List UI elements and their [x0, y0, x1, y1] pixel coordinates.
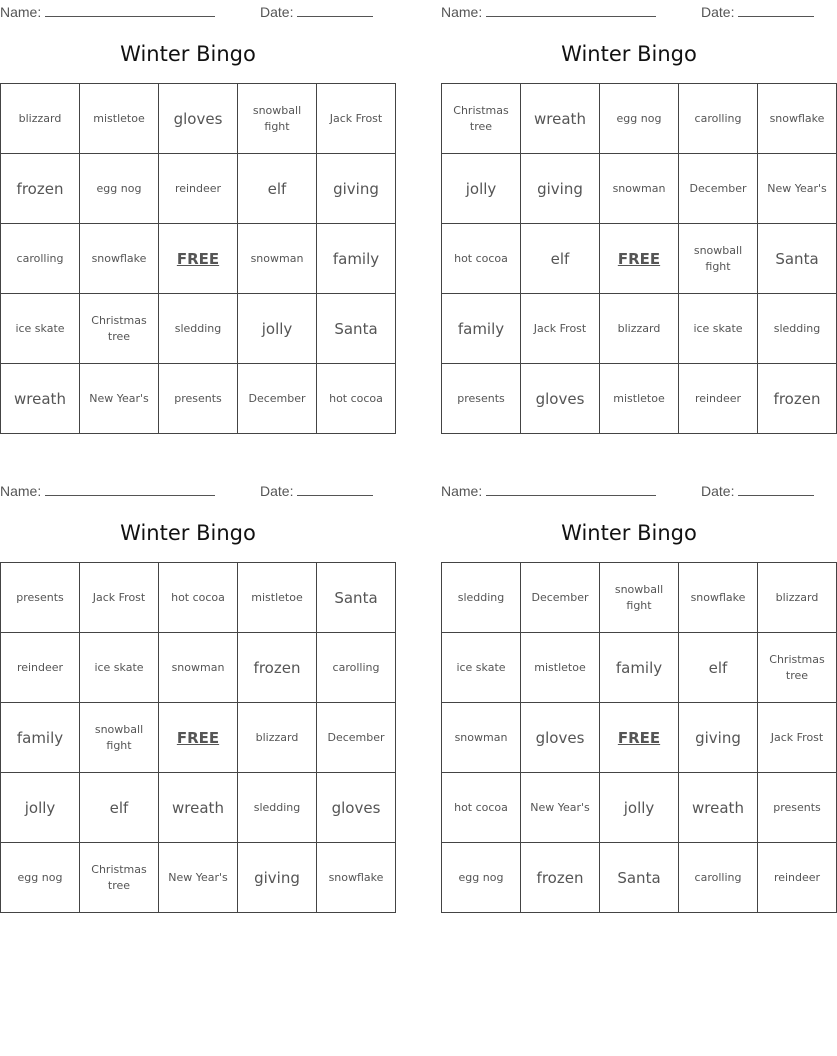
- bingo-cell: gloves: [521, 364, 600, 434]
- bingo-row: [1, 563, 396, 633]
- name-label: Name:: [0, 4, 42, 20]
- bingo-cell: mistletoe: [80, 84, 159, 154]
- bingo-cell: jolly: [442, 154, 521, 224]
- bingo-grid: [0, 83, 396, 434]
- bingo-cell: blizzard: [758, 563, 837, 633]
- bingo-cell: frozen: [521, 843, 600, 913]
- bingo-cell: jolly: [238, 294, 317, 364]
- date-field: [260, 481, 373, 500]
- name-blank-line: [45, 481, 215, 496]
- bingo-cell: reindeer: [758, 843, 837, 913]
- date-label: Date:: [701, 4, 735, 20]
- name-blank-line: [45, 2, 215, 17]
- card-title: Winter Bingo: [120, 42, 256, 66]
- bingo-cell: carolling: [679, 843, 758, 913]
- bingo-cell: December: [317, 703, 396, 773]
- bingo-cell: ice skate: [1, 294, 80, 364]
- bingo-cell: egg nog: [80, 154, 159, 224]
- card-header: [0, 2, 376, 20]
- name-field: [0, 481, 215, 500]
- bingo-row: [1, 703, 396, 773]
- bingo-cell: snowball fight: [679, 224, 758, 294]
- bingo-cell: egg nog: [442, 843, 521, 913]
- bingo-cell: giving: [679, 703, 758, 773]
- bingo-cell: giving: [317, 154, 396, 224]
- bingo-cell: giving: [521, 154, 600, 224]
- date-blank-line: [297, 2, 373, 17]
- bingo-cell: Jack Frost: [521, 294, 600, 364]
- bingo-row: [442, 84, 837, 154]
- bingo-row: [1, 294, 396, 364]
- name-blank-line: [486, 2, 656, 17]
- bingo-cell: egg nog: [1, 843, 80, 913]
- bingo-grid: [441, 562, 837, 913]
- bingo-cell: giving: [238, 843, 317, 913]
- bingo-cell: Santa: [758, 224, 837, 294]
- bingo-cell: snowball fight: [238, 84, 317, 154]
- bingo-row: [442, 294, 837, 364]
- name-label: Name:: [441, 483, 483, 499]
- bingo-cell: December: [679, 154, 758, 224]
- bingo-cell: Christmas tree: [80, 294, 159, 364]
- bingo-row: [442, 703, 837, 773]
- bingo-cell: gloves: [521, 703, 600, 773]
- bingo-cell: gloves: [317, 773, 396, 843]
- bingo-cell: presents: [758, 773, 837, 843]
- bingo-cell: sledding: [442, 563, 521, 633]
- date-blank-line: [297, 481, 373, 496]
- bingo-row: [442, 154, 837, 224]
- date-field: [701, 481, 814, 500]
- bingo-cell: New Year's: [159, 843, 238, 913]
- bingo-cell: hot cocoa: [442, 224, 521, 294]
- bingo-cell: wreath: [1, 364, 80, 434]
- bingo-row: [1, 364, 396, 434]
- card-header: [441, 481, 817, 499]
- bingo-cell: Jack Frost: [317, 84, 396, 154]
- bingo-cell: snowball fight: [600, 563, 679, 633]
- bingo-cell: elf: [679, 633, 758, 703]
- bingo-cell: snowflake: [80, 224, 159, 294]
- bingo-cell: frozen: [238, 633, 317, 703]
- bingo-cell: carolling: [317, 633, 396, 703]
- bingo-cell: sledding: [758, 294, 837, 364]
- bingo-cell: presents: [159, 364, 238, 434]
- bingo-cell: mistletoe: [600, 364, 679, 434]
- bingo-cell: ice skate: [80, 633, 159, 703]
- bingo-row: [1, 154, 396, 224]
- date-label: Date:: [260, 4, 294, 20]
- card-header: [0, 481, 376, 499]
- name-field: [441, 481, 656, 500]
- bingo-cell: snowflake: [679, 563, 758, 633]
- bingo-grid: [0, 562, 396, 913]
- card-title: Winter Bingo: [561, 42, 697, 66]
- name-field: [441, 2, 656, 21]
- bingo-cell: carolling: [679, 84, 758, 154]
- bingo-cell: hot cocoa: [317, 364, 396, 434]
- bingo-grid: [441, 83, 837, 434]
- bingo-cell: Santa: [317, 294, 396, 364]
- bingo-cell: hot cocoa: [442, 773, 521, 843]
- bingo-cell: snowman: [159, 633, 238, 703]
- bingo-row: [1, 84, 396, 154]
- name-label: Name:: [0, 483, 42, 499]
- bingo-cell: mistletoe: [521, 633, 600, 703]
- bingo-cell: mistletoe: [238, 563, 317, 633]
- card-title: Winter Bingo: [120, 521, 256, 545]
- bingo-cell: family: [600, 633, 679, 703]
- bingo-cell: frozen: [758, 364, 837, 434]
- bingo-cell: Jack Frost: [758, 703, 837, 773]
- bingo-cell: snowflake: [317, 843, 396, 913]
- bingo-cell: wreath: [159, 773, 238, 843]
- bingo-cell: wreath: [679, 773, 758, 843]
- free-space-cell: FREE: [159, 224, 238, 294]
- bingo-row: [442, 843, 837, 913]
- name-label: Name:: [441, 4, 483, 20]
- bingo-cell: frozen: [1, 154, 80, 224]
- card-header: [441, 2, 817, 20]
- date-blank-line: [738, 481, 814, 496]
- bingo-cell: snowman: [600, 154, 679, 224]
- name-field: [0, 2, 215, 21]
- bingo-cell: elf: [80, 773, 159, 843]
- name-blank-line: [486, 481, 656, 496]
- bingo-cell: New Year's: [758, 154, 837, 224]
- bingo-cell: presents: [442, 364, 521, 434]
- bingo-cell: gloves: [159, 84, 238, 154]
- bingo-cell: Jack Frost: [80, 563, 159, 633]
- bingo-row: [1, 224, 396, 294]
- bingo-cell: Christmas tree: [80, 843, 159, 913]
- bingo-row: [442, 633, 837, 703]
- bingo-cell: wreath: [521, 84, 600, 154]
- bingo-cell: hot cocoa: [159, 563, 238, 633]
- bingo-cell: elf: [238, 154, 317, 224]
- bingo-row: [1, 633, 396, 703]
- bingo-cell: family: [442, 294, 521, 364]
- bingo-cell: December: [521, 563, 600, 633]
- bingo-cell: elf: [521, 224, 600, 294]
- bingo-cell: ice skate: [442, 633, 521, 703]
- bingo-cell: Santa: [600, 843, 679, 913]
- bingo-cell: blizzard: [1, 84, 80, 154]
- bingo-cell: Christmas tree: [758, 633, 837, 703]
- bingo-cell: ice skate: [679, 294, 758, 364]
- bingo-cell: reindeer: [679, 364, 758, 434]
- bingo-cell: blizzard: [600, 294, 679, 364]
- bingo-row: [442, 224, 837, 294]
- free-space-cell: FREE: [159, 703, 238, 773]
- date-blank-line: [738, 2, 814, 17]
- bingo-cell: reindeer: [1, 633, 80, 703]
- free-space-cell: FREE: [600, 703, 679, 773]
- date-label: Date:: [701, 483, 735, 499]
- bingo-cell: carolling: [1, 224, 80, 294]
- bingo-cell: jolly: [600, 773, 679, 843]
- bingo-cell: snowman: [238, 224, 317, 294]
- bingo-cell: blizzard: [238, 703, 317, 773]
- bingo-cell: New Year's: [521, 773, 600, 843]
- bingo-cell: sledding: [238, 773, 317, 843]
- bingo-cell: December: [238, 364, 317, 434]
- free-space-cell: FREE: [600, 224, 679, 294]
- bingo-cell: egg nog: [600, 84, 679, 154]
- bingo-row: [442, 773, 837, 843]
- bingo-cell: snowball fight: [80, 703, 159, 773]
- bingo-row: [442, 364, 837, 434]
- bingo-cell: family: [1, 703, 80, 773]
- bingo-cell: New Year's: [80, 364, 159, 434]
- bingo-cell: sledding: [159, 294, 238, 364]
- bingo-row: [442, 563, 837, 633]
- bingo-cell: Christmas tree: [442, 84, 521, 154]
- bingo-cell: Santa: [317, 563, 396, 633]
- bingo-cell: jolly: [1, 773, 80, 843]
- bingo-cell: snowman: [442, 703, 521, 773]
- bingo-cell: presents: [1, 563, 80, 633]
- card-title: Winter Bingo: [561, 521, 697, 545]
- bingo-cell: snowflake: [758, 84, 837, 154]
- bingo-cell: reindeer: [159, 154, 238, 224]
- bingo-cell: family: [317, 224, 396, 294]
- date-label: Date:: [260, 483, 294, 499]
- bingo-row: [1, 843, 396, 913]
- bingo-row: [1, 773, 396, 843]
- date-field: [260, 2, 373, 21]
- date-field: [701, 2, 814, 21]
